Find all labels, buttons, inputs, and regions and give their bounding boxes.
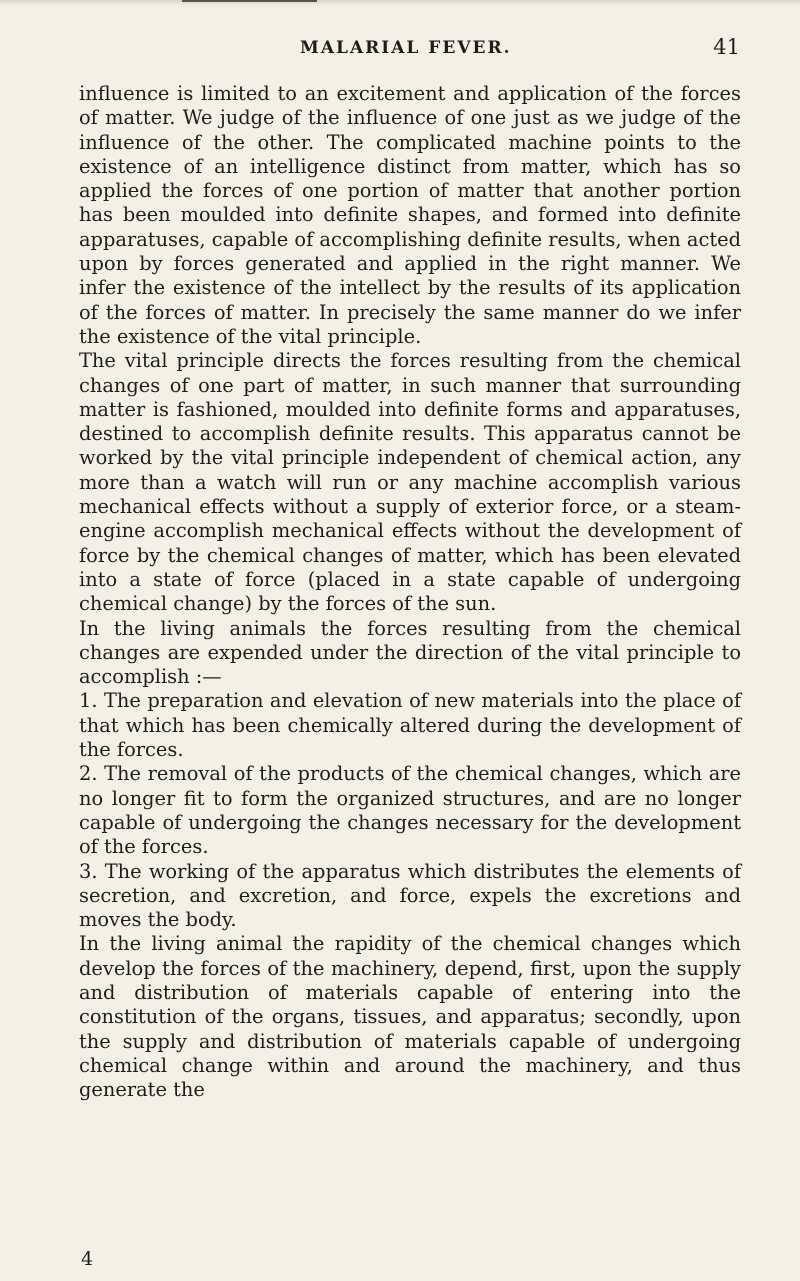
- top-rule-line: [182, 0, 317, 2]
- page-edge-shadow: [0, 0, 800, 6]
- page-number: 41: [713, 35, 740, 59]
- signature-mark: 4: [81, 1248, 94, 1270]
- paragraph-2: The vital principle directs the forces resulting from the chemical changes of one part of matter, in such manner that surrounding matter is fashioned, moulded into definite forms and apparatuses, destined to accomplish definite results. This apparatus cannot be worked by the vital principle independent of chemical action, any more than a watch will run or any machine accomplish various mechanical effects without a supply of exterior force, or a steam-engine accomplish mechanical effects without the development of force by the chemical changes of matter, which has been elevated into a state of force (placed in a state capable of undergoing chemical change) by the forces of the sun.: [79, 349, 741, 616]
- running-head: MALARIAL FEVER.: [300, 38, 512, 58]
- paragraph-3: In the living animals the forces resulting from the chemical changes are expended under the direction of the vital principle to accomplish :—: [79, 616, 741, 689]
- list-item-2: 2. The removal of the products of the chemical changes, which are no longer fit to form the organized structures, and are no longer capable of undergoing the changes necessary for the development of the forces.: [79, 762, 741, 859]
- list-item-1: 1. The preparation and elevation of new materials into the place of that which has been chemically altered during the development of the forces.: [79, 689, 741, 762]
- paragraph-1: influence is limited to an excitement and application of the forces of matter. We judge of the influence of one just as we judge of the influence of the other. The complicated machine points to the existence of an intelligence distinct from matter, which has so applied the forces of one portion of matter that another portion has been moulded into definite shapes, and formed into definite apparatuses, capable of accomplishing definite results, when acted upon by forces generated and applied in the right manner. We infer the existence of the intellect by the results of its application of the forces of matter. In precisely the same manner do we infer the existence of the vital principle.: [79, 82, 741, 348]
- page-header: [300, 35, 740, 64]
- paragraph-4: In the living animal the rapidity of the chemical changes which develop the forces of the machinery, depend, first, upon the supply and distribution of materials capable of entering into the constitution of the organs, tissues, and apparatus; secondly, upon the supply and distribution of materials capable of undergoing chemical change within and around the machinery, and thus generate the: [79, 932, 741, 1102]
- body-text: [79, 82, 741, 1102]
- list-item-3: 3. The working of the apparatus which distributes the elements of secretion, and excretion, and force, expels the excretions and moves the body.: [79, 859, 741, 932]
